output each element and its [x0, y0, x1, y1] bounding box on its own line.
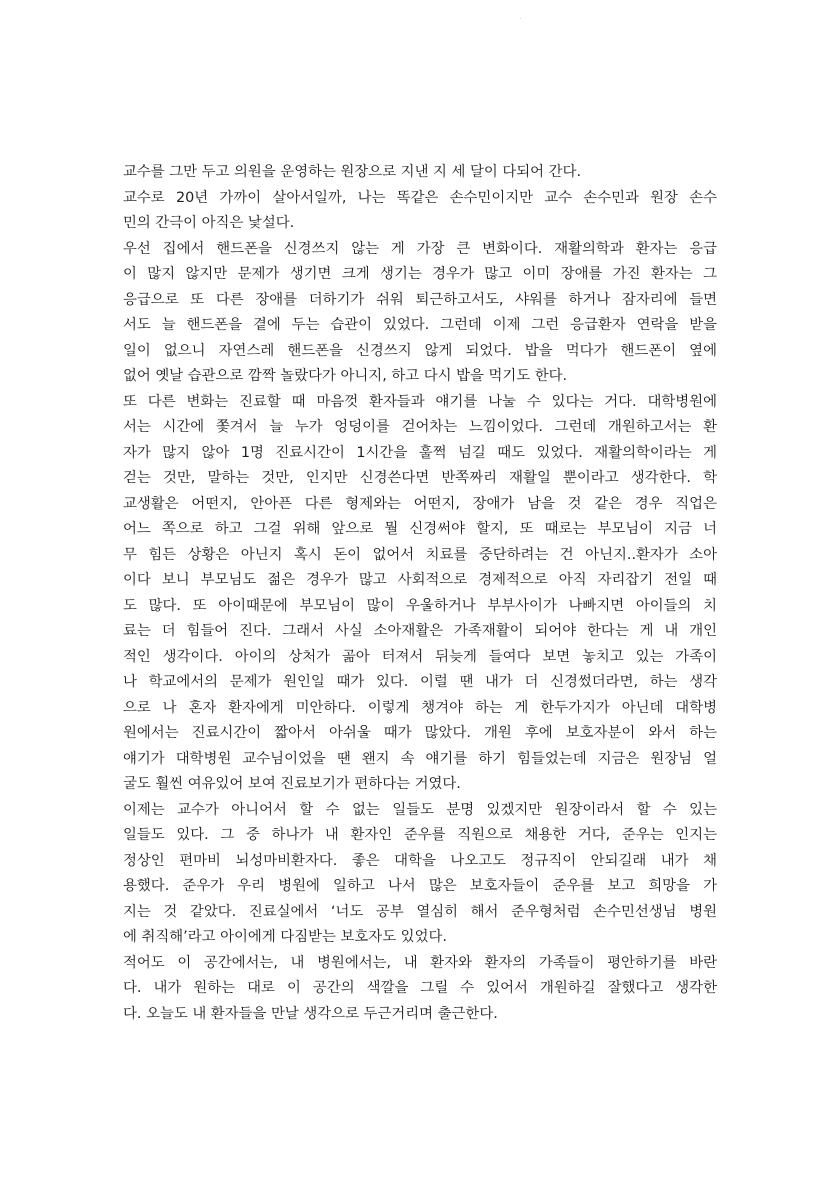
paragraph-5 — [123, 798, 717, 951]
page-mark-dot — [520, 18, 521, 19]
paragraph-2 — [123, 186, 717, 237]
text-line: 다. 내가 원하는 대로 이 공간의 색깔을 그릴 수 있어서 개원하길 잘했다고 생각한 — [123, 980, 717, 996]
text-line: 다. 오늘도 내 환자들을 만날 생각으로 두근거리며 출근한다. — [123, 1005, 498, 1022]
text-line: 나 학교에서의 문제가 원인일 때가 있다. 이럴 땐 내가 더 신경썼더라면, 하는 생각 — [123, 674, 717, 690]
text-line: 적어도 이 공간에서는, 내 병원에서는, 내 환자와 환자의 가족들이 평안하기를 바란 — [123, 954, 717, 971]
text-line: 무 힘든 상황은 아닌지 혹시 돈이 없어서 치료를 중단하려는 건 아닌지..환자가 소아 — [123, 546, 717, 563]
text-line: 도 많다. 또 아이때문에 부모님이 많이 우울하거나 부부사이가 나빠지면 아이들의 치 — [123, 597, 717, 614]
text-line: 이다 보니 부모님도 젊은 경우가 많고 사회적으로 경제적으로 아직 자리잡기 전일 때 — [123, 572, 717, 588]
text-line: 이 많지 않지만 문제가 생기면 크게 생기는 경우가 많고 이미 장애를 가진 환자는 그 — [123, 266, 717, 282]
text-line: 이제는 교수가 아니어서 할 수 없는 일들도 분명 있겠지만 원장이라서 할 수 있는 — [123, 801, 717, 818]
text-line: 서도 늘 핸드폰을 곁에 두는 습관이 있었다. 그런데 이제 그런 응급환자 연락을 받을 — [123, 317, 717, 333]
text-line: 우선 집에서 핸드폰을 신경쓰지 않는 게 가장 큰 변화이다. 재활의학과 환자는 응급 — [123, 240, 717, 257]
text-line: 에 취직해’라고 아이에게 다짐받는 보호자도 있었다. — [123, 929, 447, 945]
text-line: 원에서는 진료시간이 짧아서 아쉬울 때가 많았다. 개원 후에 보호자분이 와서 하는 — [123, 725, 717, 741]
text-line: 걷는 것만, 말하는 것만, 인지만 신경쓴다면 반쪽짜리 재활일 뿐이라고 생각한다. 학 — [123, 470, 717, 486]
text-line: 얘기가 대학병원 교수님이었을 땐 왠지 속 얘기를 하기 힘들었는데 지금은 원장님 얼 — [123, 750, 717, 767]
text-line: 교생활은 어떤지, 안아픈 다른 형제와는 어떤지, 장애가 남을 것 같은 경우 직업은 — [123, 495, 717, 512]
text-line: 으로 나 혼자 환자에게 미안하다. 이렇게 챙겨야 하는 게 한두가지가 아닌데 대학병 — [123, 699, 717, 716]
paragraph-6 — [123, 951, 717, 1028]
text-line: 또 다른 변화는 진료할 때 마음껏 환자들과 얘기를 나눌 수 있다는 거다. 대학병원에 — [123, 393, 717, 410]
paragraph-3 — [123, 237, 717, 390]
paragraph-4 — [123, 390, 717, 798]
text-line: 굴도 훨씬 여유있어 보여 진료보기가 편하다는 거였다. — [123, 776, 461, 792]
essay-text — [123, 160, 717, 1027]
text-line: 일들도 있다. 그 중 하나가 내 환자인 준우를 직원으로 채용한 거다, 준우는 인지는 — [123, 827, 717, 843]
text-line: 민의 간극이 아직은 낯설다. — [123, 215, 295, 231]
text-line: 교수로 20년 가까이 살아서일까, 나는 똑같은 손수민이지만 교수 손수민과 원장 손수 — [123, 189, 717, 206]
paragraph-1 — [123, 160, 717, 186]
text-line: 서는 시간에 쫓겨서 늘 누가 엉덩이를 걷어차는 느낌이었다. 그런데 개원하고서는 환 — [123, 419, 717, 435]
text-line: 어느 쪽으로 하고 그걸 위해 앞으로 뭘 신경써야 할지, 또 때로는 부모님이 지금 너 — [123, 521, 717, 537]
text-line: 응급으로 또 다른 장애를 더하기가 쉬워 퇴근하고서도, 샤워를 하거나 잠자리에 들면 — [123, 291, 717, 308]
text-line: 자가 많지 않아 1명 진료시간이 1시간을 훌쩍 넘길 때도 있었다. 재활의학이라는 게 — [123, 444, 717, 461]
text-line: 교수를 그만 두고 의원을 운영하는 원장으로 지낸 지 세 달이 다되어 간다. — [123, 164, 582, 180]
text-line: 없어 옛날 습관으로 깜짝 놀랐다가 아니지, 하고 다시 밥을 먹기도 한다. — [123, 368, 568, 384]
text-line: 료는 더 힘들어 진다. 그래서 사실 소아재활은 가족재활이 되어야 한다는 게 내 개인 — [123, 623, 717, 639]
text-line: 일이 없으니 자연스레 핸드폰을 신경쓰지 않게 되었다. 밥을 먹다가 핸드폰이 옆에 — [123, 342, 717, 359]
text-line: 지는 것 같았다. 진료실에서 ‘너도 공부 열심히 해서 준우형처럼 손수민선생님 병원 — [123, 903, 717, 920]
text-line: 적인 생각이다. 아이의 상처가 곪아 터져서 뒤늦게 들여다 보면 놓치고 있는 가족이 — [123, 648, 717, 665]
text-line: 용했다. 준우가 우리 병원에 일하고 나서 많은 보호자들이 준우를 보고 희망을 가 — [123, 878, 717, 894]
text-line: 정상인 편마비 뇌성마비환자다. 좋은 대학을 나오고도 정규직이 안되길래 내가 채 — [123, 852, 717, 869]
